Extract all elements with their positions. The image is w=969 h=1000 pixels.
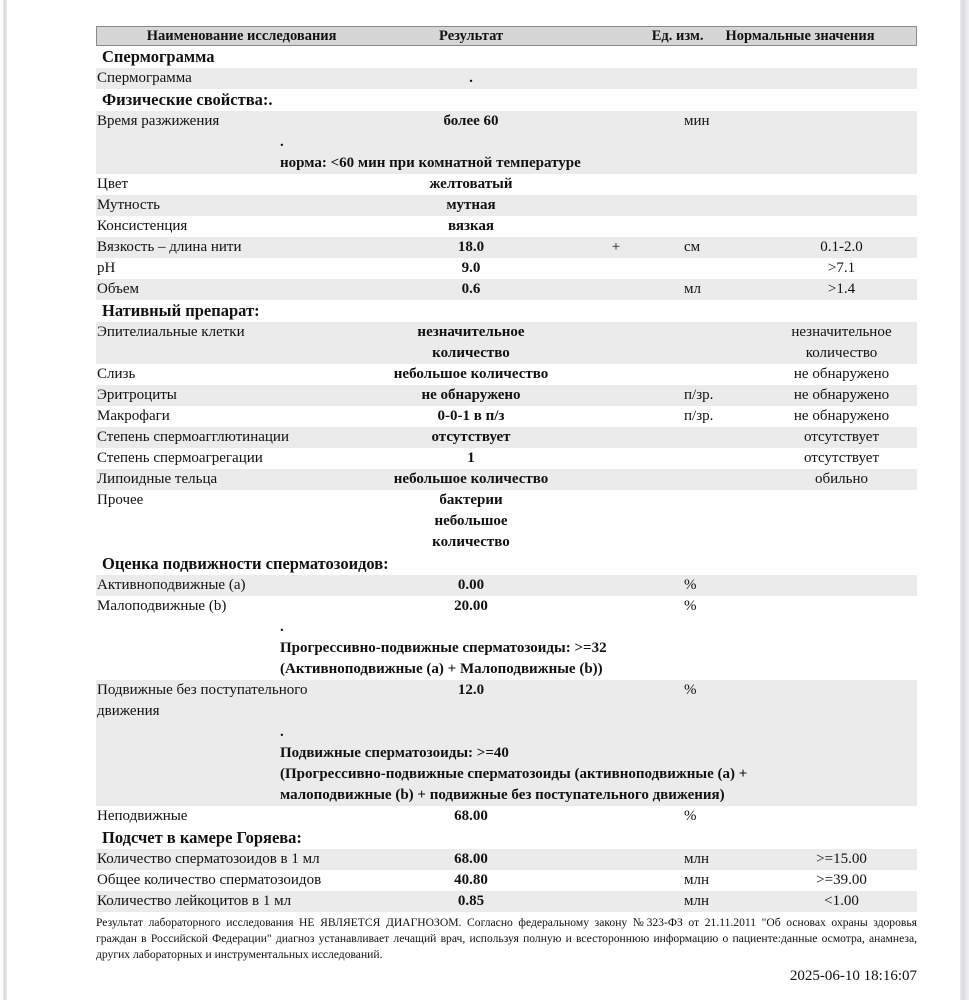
row-name: Спермограмма	[97, 70, 192, 86]
row-unit: %	[684, 682, 697, 698]
row-norm	[766, 596, 917, 617]
row-name: Общее количество сперматозоидов	[97, 872, 322, 888]
scrollbar[interactable]	[960, 0, 969, 1000]
lab-report	[96, 26, 917, 985]
note-text: Подвижные сперматозоиды: >=40	[280, 745, 509, 761]
row-unit: п/зр.	[684, 408, 714, 424]
table-row	[96, 216, 917, 237]
table-row	[96, 891, 917, 912]
row-unit	[676, 427, 766, 448]
row-result: отсутствует	[431, 429, 511, 445]
row-flag	[556, 68, 676, 89]
row-flag	[556, 849, 676, 870]
header-name: Наименование исследования	[146, 27, 337, 44]
row-norm: не обнаружено	[793, 387, 890, 403]
row-unit: %	[684, 598, 697, 614]
row-flag	[556, 364, 676, 385]
row-result: 18.0	[457, 239, 485, 255]
note-text: малоподвижные (b) + подвижные без поступательного движения)	[280, 787, 725, 803]
row-unit: млн	[684, 872, 710, 888]
header-result: Результат	[439, 27, 504, 44]
section-title-native: Нативный препарат:	[102, 301, 260, 320]
row-name: Прочее	[97, 492, 144, 508]
row-flag	[556, 258, 676, 279]
row-result: 12.0	[457, 682, 485, 698]
note-text: норма: <60 мин при комнатной температуре	[280, 155, 581, 171]
row-name: Макрофаги	[97, 408, 170, 424]
row-name: pH	[97, 260, 116, 276]
row-unit: см	[684, 239, 701, 255]
row-norm	[766, 195, 917, 216]
row-flag	[556, 490, 676, 553]
row-name: Малоподвижные (b)	[97, 598, 227, 614]
row-norm: незначительное количество	[791, 324, 892, 361]
table-row	[96, 596, 917, 617]
row-result: желтоватый	[429, 176, 513, 192]
row-result: небольшое количество	[393, 471, 549, 487]
row-flag	[556, 806, 676, 827]
row-result: 0.85	[457, 893, 485, 909]
table-row	[96, 111, 917, 132]
row-name: Степень спермоагрегации	[97, 450, 263, 466]
row-name: Время разжижения	[97, 113, 220, 129]
row-name: Количество лейкоцитов в 1 мл	[97, 893, 292, 909]
note-text: (Активноподвижные (a) + Малоподвижные (b))	[280, 661, 603, 677]
row-norm	[766, 680, 917, 722]
section-title-physical: Физические свойства:.	[102, 90, 273, 109]
row-unit	[676, 258, 766, 279]
row-name: Консистенция	[97, 218, 188, 234]
table-row	[96, 406, 917, 427]
header-norm: Нормальные значения	[725, 27, 875, 44]
row-name: Количество сперматозоидов в 1 мл	[97, 851, 320, 867]
report-timestamp: 2025-06-10 18:16:07	[789, 968, 917, 984]
row-result: 9.0	[461, 260, 481, 276]
row-norm: отсутствует	[803, 450, 880, 466]
row-result: незначительное количество	[417, 324, 525, 361]
table-row	[96, 364, 917, 385]
table-row	[96, 322, 917, 364]
section-title-spermogram: Спермограмма	[102, 47, 215, 66]
reference-note	[96, 132, 917, 174]
row-name: Эпителиальные клетки	[97, 324, 245, 340]
row-unit: п/зр.	[684, 387, 714, 403]
row-name: Эритроциты	[97, 387, 177, 403]
row-result: 20.00	[454, 598, 488, 614]
table-row	[96, 575, 917, 596]
row-name: Неподвижные	[97, 808, 188, 824]
row-unit: мл	[684, 281, 701, 297]
abnormal-flag: +	[611, 239, 621, 255]
row-flag	[556, 322, 676, 364]
row-unit: мин	[684, 113, 710, 129]
page-left-edge	[3, 0, 7, 1000]
row-unit	[676, 322, 766, 364]
row-norm	[766, 575, 917, 596]
row-flag	[556, 680, 676, 722]
table-row	[96, 490, 917, 553]
row-norm	[766, 111, 917, 132]
row-result: 68.00	[454, 808, 488, 824]
note-dot: .	[280, 619, 284, 635]
row-flag	[556, 216, 676, 237]
row-result: 0.00	[457, 577, 485, 593]
row-result: небольшое количество	[393, 366, 549, 382]
row-result: 68.00	[454, 851, 488, 867]
row-flag	[556, 111, 676, 132]
row-flag	[556, 385, 676, 406]
row-flag	[556, 469, 676, 490]
row-norm: >=15.00	[816, 851, 867, 867]
row-result: не обнаружено	[421, 387, 521, 403]
row-name: Липоидные тельца	[97, 471, 218, 487]
row-name: Цвет	[97, 176, 129, 192]
row-unit: %	[684, 808, 697, 824]
section-title-motility: Оценка подвижности сперматозоидов:	[102, 554, 389, 573]
row-name: Вязкость – длина нити	[97, 239, 242, 255]
table-row	[96, 870, 917, 891]
row-norm: >=39.00	[816, 872, 867, 888]
row-norm: обильно	[814, 471, 868, 487]
row-name: Степень спермоагглютинации	[97, 429, 289, 445]
reference-note	[96, 722, 917, 806]
row-norm	[766, 68, 917, 89]
row-flag	[556, 427, 676, 448]
row-result: вязкая	[447, 218, 495, 234]
row-unit	[676, 490, 766, 553]
row-unit: млн	[684, 893, 710, 909]
row-flag	[556, 448, 676, 469]
row-result: 0-0-1 в п/з	[437, 408, 505, 424]
table-header	[96, 26, 917, 46]
row-result: 1	[467, 450, 475, 466]
table-row	[96, 427, 917, 448]
row-norm	[766, 174, 917, 195]
row-flag	[556, 279, 676, 300]
table-row	[96, 174, 917, 195]
row-name: Подвижные без поступательного движения	[97, 682, 308, 719]
header-unit: Ед. изм.	[651, 27, 704, 44]
row-flag	[556, 406, 676, 427]
table-row	[96, 385, 917, 406]
row-norm: >1.4	[827, 281, 856, 297]
row-result: бактерии небольшое количество	[432, 492, 510, 550]
table-row	[96, 279, 917, 300]
table-row	[96, 195, 917, 216]
row-unit: млн	[684, 851, 710, 867]
row-norm: 0.1-2.0	[820, 239, 863, 255]
row-unit	[676, 364, 766, 385]
row-norm	[766, 490, 917, 553]
row-norm: не обнаружено	[793, 366, 890, 382]
row-norm: отсутствует	[803, 429, 880, 445]
row-name: Мутность	[97, 197, 160, 213]
row-result: .	[469, 70, 473, 86]
table-row	[96, 806, 917, 827]
row-flag	[556, 870, 676, 891]
row-unit: %	[684, 577, 697, 593]
note-dot: .	[280, 724, 284, 740]
row-norm	[766, 216, 917, 237]
row-unit	[676, 68, 766, 89]
disclaimer: Результат лабораторного исследования НЕ ЯВЛЯЕТСЯ ДИАГНОЗОМ. Согласно федеральному закону №323-ФЗ от 21.11.2011 "Об основах охраны здоровья граждан в Российской Федерации" диагноз устанавливает лечащий врач, используя полную и всестороннюю информацию о пациенте:данные осмотра, анамнеза, других лабораторных и инструментальных исследований.	[96, 916, 917, 961]
table-row	[96, 237, 917, 258]
table-row	[96, 680, 917, 722]
row-flag	[556, 575, 676, 596]
reference-note	[96, 617, 917, 680]
row-name: Объем	[97, 281, 139, 297]
row-norm: не обнаружено	[793, 408, 890, 424]
row-norm	[766, 806, 917, 827]
section-title-goryaev: Подсчет в камере Горяева:	[102, 828, 302, 847]
table-row	[96, 849, 917, 870]
row-flag	[556, 174, 676, 195]
row-unit	[676, 174, 766, 195]
row-result: 40.80	[454, 872, 488, 888]
note-text: (Прогрессивно-подвижные сперматозоиды (активноподвижные (a) +	[280, 766, 748, 782]
row-unit	[676, 195, 766, 216]
row-flag	[556, 891, 676, 912]
row-result: мутная	[446, 197, 496, 213]
row-unit	[676, 448, 766, 469]
table-row	[96, 469, 917, 490]
table-row	[96, 68, 917, 89]
row-result: 0.6	[461, 281, 481, 297]
row-norm: <1.00	[824, 893, 859, 909]
row-flag	[556, 195, 676, 216]
note-text: Прогрессивно-подвижные сперматозоиды: >=32	[280, 640, 607, 656]
table-row	[96, 258, 917, 279]
note-dot: .	[280, 134, 284, 150]
row-name: Слизь	[97, 366, 136, 382]
row-unit	[676, 469, 766, 490]
row-name: Активноподвижные (a)	[97, 577, 246, 593]
row-unit	[676, 216, 766, 237]
table-row	[96, 448, 917, 469]
row-result: более 60	[443, 113, 499, 129]
row-norm: >7.1	[827, 260, 856, 276]
row-flag	[556, 596, 676, 617]
